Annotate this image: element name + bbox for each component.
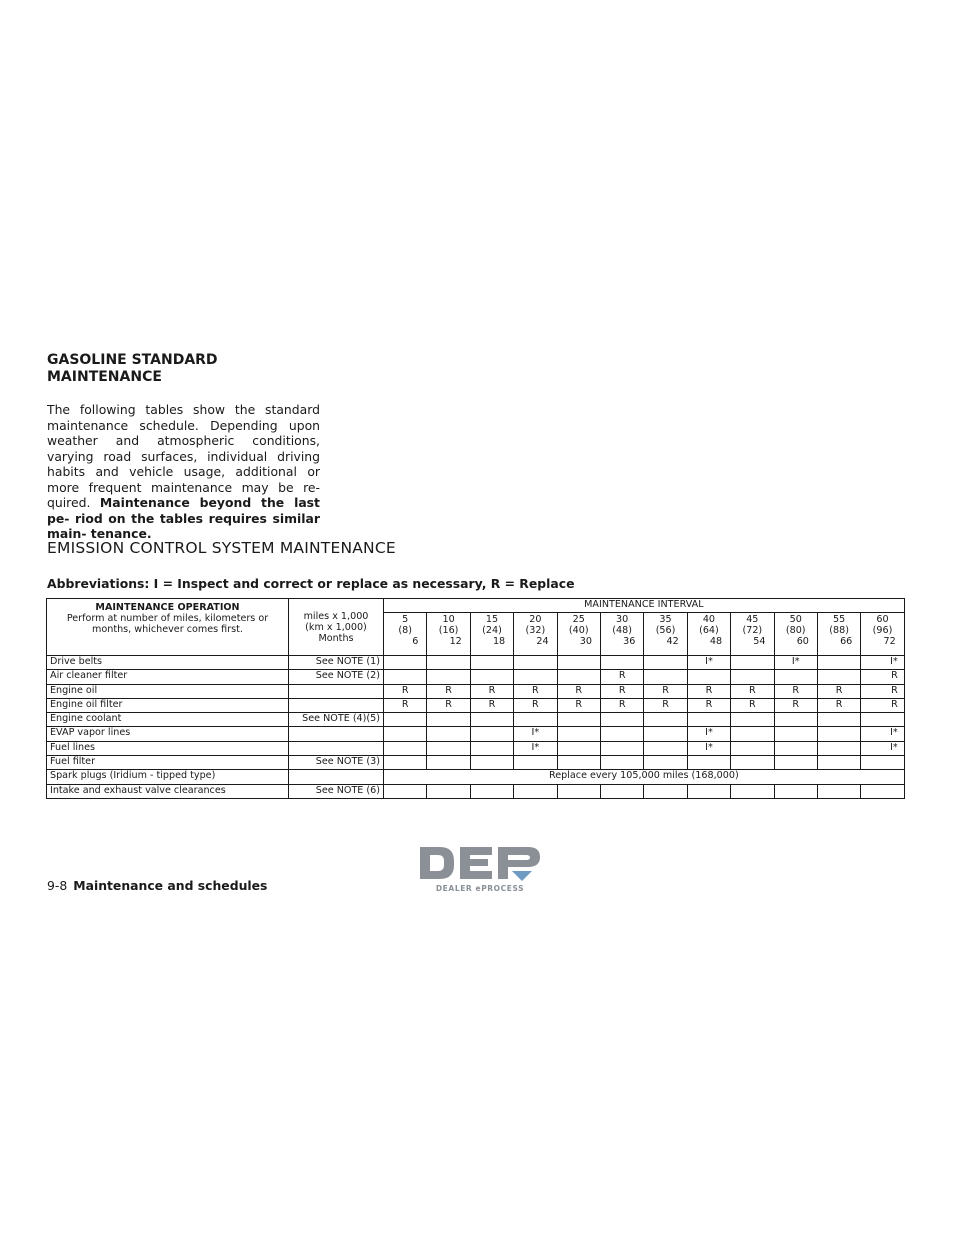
operation-name: Fuel lines bbox=[47, 741, 289, 755]
schedule-cell: R bbox=[687, 684, 730, 698]
schedule-cell bbox=[644, 741, 687, 755]
schedule-cell: R bbox=[600, 698, 643, 712]
interval-cell bbox=[600, 613, 643, 656]
interval-miles: 10 bbox=[442, 614, 455, 625]
schedule-cell bbox=[774, 670, 817, 684]
table-row bbox=[47, 756, 905, 770]
operation-name: Air cleaner filter bbox=[47, 670, 289, 684]
schedule-cell bbox=[817, 741, 860, 755]
schedule-cell: R bbox=[557, 698, 600, 712]
interval-cell bbox=[644, 613, 687, 656]
schedule-cell bbox=[687, 670, 730, 684]
schedule-cell bbox=[557, 656, 600, 670]
interval-km: (88) bbox=[829, 625, 849, 636]
schedule-cell bbox=[687, 756, 730, 770]
schedule-cell: R bbox=[514, 684, 557, 698]
operation-note: See NOTE (3) bbox=[289, 756, 384, 770]
schedule-cell bbox=[600, 727, 643, 741]
schedule-cell bbox=[731, 656, 774, 670]
schedule-cell bbox=[514, 784, 557, 798]
operation-header-cell bbox=[47, 599, 289, 656]
table-row bbox=[47, 656, 905, 670]
schedule-cell bbox=[470, 784, 513, 798]
interval-months: 30 bbox=[579, 636, 592, 647]
interval-months: 48 bbox=[709, 636, 723, 647]
schedule-cell bbox=[514, 713, 557, 727]
operation-note bbox=[289, 684, 384, 698]
schedule-cell: R bbox=[817, 698, 860, 712]
table-row bbox=[47, 741, 905, 755]
schedule-cell bbox=[514, 656, 557, 670]
interval-cell bbox=[384, 613, 427, 656]
schedule-cell bbox=[557, 741, 600, 755]
schedule-cell: R bbox=[731, 698, 774, 712]
schedule-cell bbox=[774, 727, 817, 741]
interval-cell bbox=[731, 613, 774, 656]
operation-name: Drive belts bbox=[47, 656, 289, 670]
table-row bbox=[47, 770, 905, 784]
schedule-cell bbox=[817, 756, 860, 770]
units-km: (km x 1,000) bbox=[305, 621, 367, 633]
operation-note bbox=[289, 741, 384, 755]
interval-cell bbox=[514, 613, 557, 656]
page-footer bbox=[47, 878, 267, 893]
footer-title: Maintenance and schedules bbox=[73, 878, 268, 893]
schedule-cell: I* bbox=[514, 727, 557, 741]
interval-months: 36 bbox=[623, 636, 636, 647]
intro-paragraph bbox=[47, 402, 320, 542]
schedule-cell bbox=[731, 670, 774, 684]
schedule-cell bbox=[817, 784, 860, 798]
interval-cell bbox=[861, 613, 904, 656]
section-title bbox=[47, 352, 218, 386]
operation-note bbox=[289, 698, 384, 712]
schedule-cell bbox=[600, 784, 643, 798]
schedule-cell bbox=[817, 656, 860, 670]
schedule-cell bbox=[861, 784, 904, 798]
schedule-cell bbox=[384, 713, 427, 727]
schedule-cell: I* bbox=[687, 656, 730, 670]
table-row bbox=[47, 784, 905, 798]
units-header-cell bbox=[289, 599, 384, 656]
schedule-cell: R bbox=[470, 698, 513, 712]
schedule-cell: R bbox=[600, 684, 643, 698]
units-miles: miles x 1,000 bbox=[303, 610, 369, 622]
operation-note bbox=[289, 770, 384, 784]
schedule-cell bbox=[644, 656, 687, 670]
operation-name: Engine oil filter bbox=[47, 698, 289, 712]
schedule-cell bbox=[427, 756, 470, 770]
schedule-cell bbox=[470, 756, 513, 770]
interval-months: 66 bbox=[840, 636, 853, 647]
schedule-cell: R bbox=[427, 684, 470, 698]
interval-km: (80) bbox=[785, 625, 806, 636]
schedule-cell bbox=[817, 713, 860, 727]
intro-text: The following tables show the standard maintenance schedule. Depending upon weather and atmospheric conditions, varying road surfaces, individual driving habits and vehicle usage, additional or more frequent maintenance may be re- quired. bbox=[47, 402, 320, 510]
interval-km: (48) bbox=[612, 625, 632, 636]
interval-km: (8) bbox=[398, 625, 412, 636]
operation-subheader: Perform at number of miles, kilometers or months, whichever comes first. bbox=[66, 613, 269, 635]
svg-text:DEALER ePROCESS: DEALER ePROCESS bbox=[435, 884, 525, 893]
interval-months: 72 bbox=[883, 636, 896, 647]
schedule-cell bbox=[644, 713, 687, 727]
schedule-cell: R bbox=[427, 698, 470, 712]
interval-km: (72) bbox=[742, 625, 763, 636]
schedule-cell bbox=[427, 670, 470, 684]
schedule-cell: R bbox=[861, 684, 904, 698]
abbreviations-line: Abbreviations: I = Inspect and correct or replace as necessary, R = Replace bbox=[47, 576, 575, 591]
interval-km: (56) bbox=[655, 625, 676, 636]
schedule-cell bbox=[514, 670, 557, 684]
emission-subheading: EMISSION CONTROL SYSTEM MAINTENANCE bbox=[47, 539, 396, 557]
schedule-cell bbox=[600, 741, 643, 755]
schedule-cell bbox=[644, 784, 687, 798]
schedule-cell: R bbox=[774, 698, 817, 712]
table-row bbox=[47, 670, 905, 684]
interval-miles: 5 bbox=[402, 614, 409, 625]
operation-note bbox=[289, 727, 384, 741]
intro-bold-text: Maintenance beyond the last pe- riod on the tables requires similar main- tenance. bbox=[47, 495, 320, 541]
interval-months: 6 bbox=[412, 636, 419, 647]
schedule-cell bbox=[557, 784, 600, 798]
schedule-cell bbox=[557, 756, 600, 770]
interval-miles: 50 bbox=[789, 614, 802, 625]
schedule-cell bbox=[644, 756, 687, 770]
schedule-cell bbox=[600, 756, 643, 770]
interval-miles: 40 bbox=[702, 614, 716, 625]
interval-miles: 55 bbox=[832, 614, 846, 625]
interval-km: (64) bbox=[699, 625, 719, 636]
table-row bbox=[47, 713, 905, 727]
interval-miles: 15 bbox=[485, 614, 499, 625]
schedule-cell bbox=[470, 727, 513, 741]
table-row bbox=[47, 727, 905, 741]
maintenance-table-body bbox=[47, 599, 905, 799]
operation-note: See NOTE (2) bbox=[289, 670, 384, 684]
schedule-cell bbox=[644, 727, 687, 741]
schedule-cell: R bbox=[384, 698, 427, 712]
schedule-cell bbox=[861, 713, 904, 727]
schedule-cell: I* bbox=[687, 741, 730, 755]
units-months: Months bbox=[318, 632, 354, 644]
schedule-cell bbox=[557, 727, 600, 741]
dealer-eprocess-logo bbox=[416, 845, 544, 895]
interval-cell bbox=[687, 613, 730, 656]
schedule-cell bbox=[774, 784, 817, 798]
interval-miles: 35 bbox=[659, 614, 672, 625]
operation-name: EVAP vapor lines bbox=[47, 727, 289, 741]
interval-cell bbox=[557, 613, 600, 656]
interval-cell bbox=[774, 613, 817, 656]
schedule-cell: R bbox=[644, 698, 687, 712]
operation-name: Fuel filter bbox=[47, 756, 289, 770]
schedule-cell: R bbox=[557, 684, 600, 698]
schedule-cell bbox=[687, 713, 730, 727]
schedule-cell: I* bbox=[861, 741, 904, 755]
schedule-cell: R bbox=[861, 670, 904, 684]
schedule-cell: R bbox=[600, 670, 643, 684]
table-row bbox=[47, 684, 905, 698]
schedule-cell: R bbox=[861, 698, 904, 712]
interval-months: 24 bbox=[536, 636, 549, 647]
schedule-cell bbox=[731, 713, 774, 727]
schedule-cell bbox=[384, 784, 427, 798]
interval-miles: 60 bbox=[876, 614, 889, 625]
interval-miles: 45 bbox=[746, 614, 759, 625]
operation-note: See NOTE (1) bbox=[289, 656, 384, 670]
interval-months: 18 bbox=[492, 636, 506, 647]
schedule-cell: R bbox=[817, 684, 860, 698]
schedule-cell bbox=[384, 656, 427, 670]
schedule-cell bbox=[384, 756, 427, 770]
maintenance-table bbox=[46, 598, 905, 799]
schedule-cell bbox=[557, 670, 600, 684]
schedule-cell bbox=[427, 784, 470, 798]
interval-km: (16) bbox=[438, 625, 459, 636]
schedule-cell: R bbox=[644, 684, 687, 698]
section-title-line-1: GASOLINE STANDARD bbox=[47, 352, 218, 368]
schedule-cell bbox=[731, 756, 774, 770]
interval-miles: 25 bbox=[572, 614, 585, 625]
schedule-cell: R bbox=[774, 684, 817, 698]
interval-km: (40) bbox=[568, 625, 589, 636]
interval-months: 42 bbox=[666, 636, 679, 647]
schedule-cell bbox=[774, 756, 817, 770]
operation-note: See NOTE (4)(5) bbox=[289, 713, 384, 727]
schedule-cell bbox=[470, 741, 513, 755]
interval-header: MAINTENANCE INTERVAL bbox=[384, 599, 905, 613]
schedule-cell bbox=[817, 670, 860, 684]
schedule-cell: I* bbox=[514, 741, 557, 755]
schedule-span-cell: Replace every 105,000 miles (168,000) bbox=[384, 770, 905, 784]
schedule-cell bbox=[687, 784, 730, 798]
interval-cell bbox=[817, 613, 860, 656]
schedule-cell bbox=[731, 727, 774, 741]
schedule-cell bbox=[861, 756, 904, 770]
schedule-cell: I* bbox=[861, 727, 904, 741]
schedule-cell bbox=[427, 727, 470, 741]
schedule-cell: R bbox=[514, 698, 557, 712]
interval-km: (32) bbox=[525, 625, 546, 636]
interval-months: 54 bbox=[753, 636, 766, 647]
schedule-cell bbox=[557, 713, 600, 727]
interval-months: 12 bbox=[449, 636, 462, 647]
schedule-cell: I* bbox=[861, 656, 904, 670]
interval-km: (24) bbox=[482, 625, 502, 636]
schedule-cell bbox=[427, 713, 470, 727]
page-number: 9-8 bbox=[47, 878, 68, 893]
schedule-cell bbox=[600, 713, 643, 727]
operation-note: See NOTE (6) bbox=[289, 784, 384, 798]
operation-name: Spark plugs (Iridium - tipped type) bbox=[47, 770, 289, 784]
schedule-cell: R bbox=[731, 684, 774, 698]
schedule-cell bbox=[774, 741, 817, 755]
operation-name: Engine oil bbox=[47, 684, 289, 698]
operation-name: Engine coolant bbox=[47, 713, 289, 727]
schedule-cell bbox=[514, 756, 557, 770]
interval-cell bbox=[427, 613, 470, 656]
schedule-cell bbox=[384, 727, 427, 741]
schedule-cell: I* bbox=[774, 656, 817, 670]
schedule-cell: R bbox=[687, 698, 730, 712]
schedule-cell bbox=[427, 656, 470, 670]
interval-months: 60 bbox=[796, 636, 809, 647]
interval-miles: 20 bbox=[529, 614, 542, 625]
schedule-cell bbox=[731, 784, 774, 798]
operation-name: Intake and exhaust valve clearances bbox=[47, 784, 289, 798]
schedule-cell bbox=[384, 741, 427, 755]
schedule-cell bbox=[731, 741, 774, 755]
schedule-cell: R bbox=[384, 684, 427, 698]
schedule-cell bbox=[470, 656, 513, 670]
schedule-cell bbox=[427, 741, 470, 755]
interval-miles: 30 bbox=[616, 614, 629, 625]
interval-km: (96) bbox=[872, 625, 893, 636]
table-row bbox=[47, 698, 905, 712]
schedule-cell bbox=[600, 656, 643, 670]
interval-title-row bbox=[47, 599, 905, 613]
schedule-cell: R bbox=[470, 684, 513, 698]
schedule-cell bbox=[384, 670, 427, 684]
schedule-cell: I* bbox=[687, 727, 730, 741]
operation-header: MAINTENANCE OPERATION bbox=[95, 602, 240, 613]
schedule-cell bbox=[644, 670, 687, 684]
section-title-line-2: MAINTENANCE bbox=[47, 369, 162, 385]
schedule-cell bbox=[774, 713, 817, 727]
interval-cell bbox=[470, 613, 513, 656]
schedule-cell bbox=[470, 713, 513, 727]
schedule-cell bbox=[817, 727, 860, 741]
schedule-cell bbox=[470, 670, 513, 684]
